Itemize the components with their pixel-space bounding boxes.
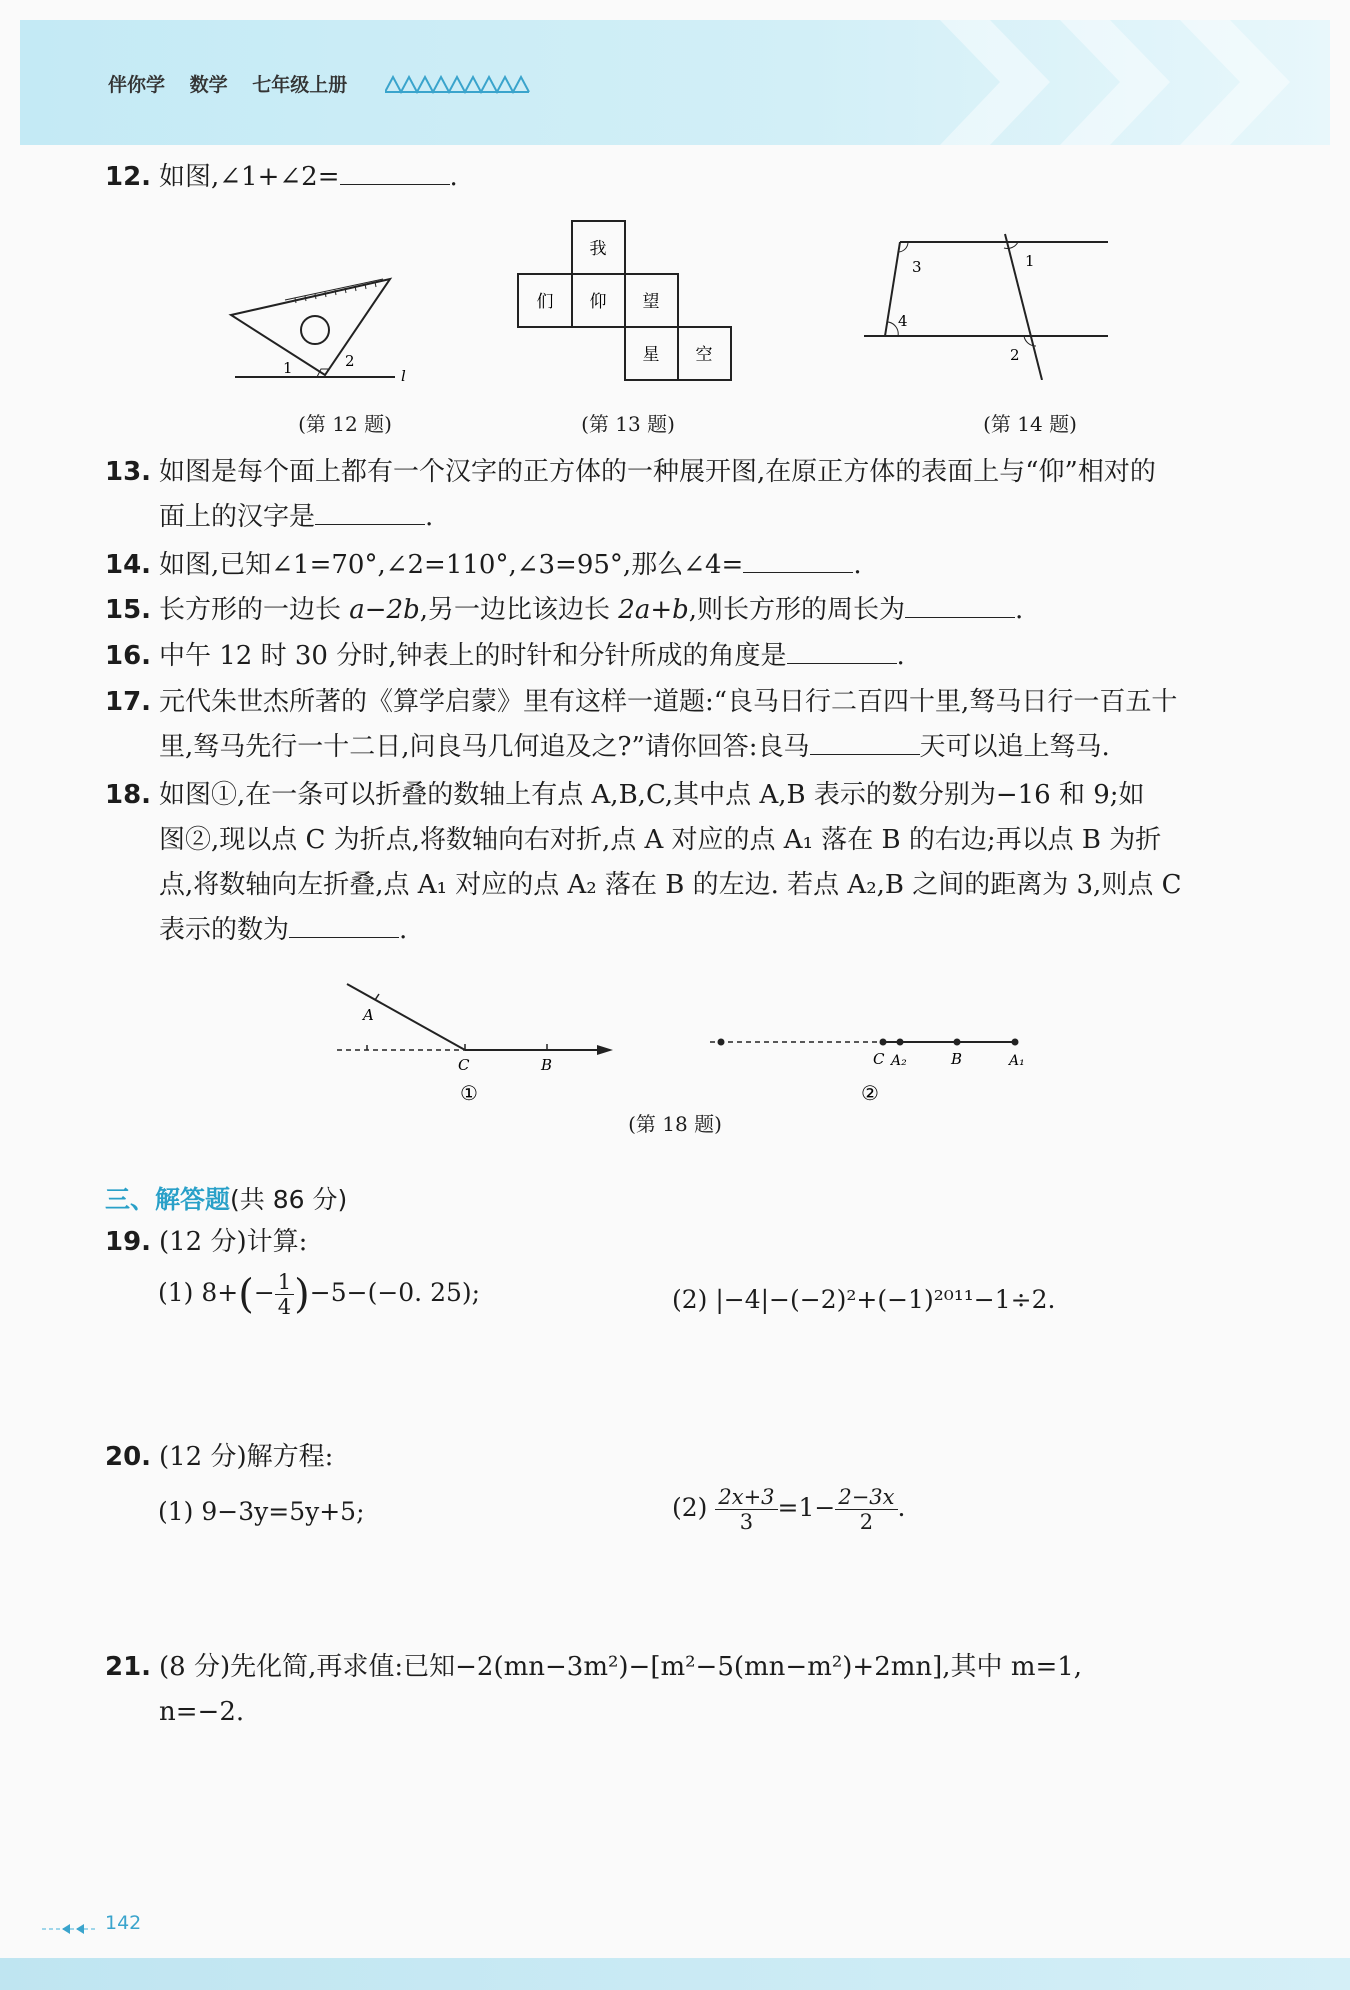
answer-blank[interactable] xyxy=(905,595,1015,618)
punct: . xyxy=(1015,595,1024,625)
question-text: (8 分)先化简,再求值:已知−2(mn−3m²)−[m²−5(mn−m²)+2mn],其中 m=1, xyxy=(159,1652,1083,1682)
net-cell-4: 望 xyxy=(642,292,660,312)
question-20-part-1: (1) 9−3y=5y+5; xyxy=(158,1497,365,1526)
section-title: 三、解答题 xyxy=(105,1185,231,1214)
subject-name: 数学 xyxy=(189,74,228,96)
answer-blank[interactable] xyxy=(810,732,920,755)
header-title xyxy=(108,70,365,97)
question-number: 18. xyxy=(105,780,152,810)
punct: . xyxy=(897,1493,906,1522)
angle-2-label: 2 xyxy=(1010,346,1020,364)
section-heading xyxy=(105,1180,347,1216)
fraction-2 xyxy=(835,1485,897,1534)
question-number: 20. xyxy=(105,1442,152,1472)
question-19 xyxy=(105,1220,1265,1265)
net-cell-3: 仰 xyxy=(589,292,607,312)
question-text-4: 表示的数为 xyxy=(159,915,290,945)
punct: . xyxy=(425,502,434,532)
angle-1-label: 1 xyxy=(283,359,293,377)
question-text-2: 面上的汉字是 xyxy=(159,502,316,532)
figure-12-caption: (第 12 题) xyxy=(298,412,392,436)
denominator: 4 xyxy=(277,1295,292,1319)
point-B-label: B xyxy=(541,1056,553,1074)
angle-2-label: 2 xyxy=(345,352,355,370)
numerator: 2−3x xyxy=(835,1485,897,1510)
point-C-label: C xyxy=(458,1056,470,1074)
question-text-2: 里,驽马先行一十二日,问良马几何追及之?”请你回答:良马 xyxy=(159,732,810,762)
answer-blank[interactable] xyxy=(787,641,897,664)
question-number: 17. xyxy=(105,687,152,717)
figure-13-caption: (第 13 题) xyxy=(581,412,675,436)
question-number: 14. xyxy=(105,550,152,580)
punct: . xyxy=(896,641,905,671)
punct: . xyxy=(449,162,458,192)
question-number: 21. xyxy=(105,1652,152,1682)
answer-blank[interactable] xyxy=(315,502,425,525)
answer-blank[interactable] xyxy=(340,162,450,185)
point-A1-label: A₁ xyxy=(1009,1053,1025,1069)
expr-part: −5−(−0. 25); xyxy=(309,1278,481,1307)
net-cell-1: 我 xyxy=(589,239,607,259)
point-A-label: A xyxy=(363,1006,374,1024)
page-arrow-icon xyxy=(40,1922,100,1936)
question-18 xyxy=(105,773,1265,953)
answer-blank[interactable] xyxy=(289,915,399,938)
numerator: 1 xyxy=(275,1270,294,1295)
question-number: 16. xyxy=(105,641,152,671)
punct: . xyxy=(399,915,408,945)
figure-mark-2: ② xyxy=(861,1081,879,1105)
line-l-label: l xyxy=(401,367,406,385)
question-title: (12 分)解方程: xyxy=(159,1442,334,1472)
question-title: (12 分)计算: xyxy=(159,1227,308,1257)
denominator: 2 xyxy=(859,1510,874,1534)
fraction-1 xyxy=(715,1485,777,1534)
point-A2-label: A₂ xyxy=(891,1053,907,1069)
question-19-part-1: (1) 8+(− $\frac{1}{4}$ )−5−(−0. 25); xyxy=(158,1270,481,1319)
denominator: 3 xyxy=(739,1510,754,1534)
expr-part: =1− xyxy=(777,1493,836,1522)
figure-14-caption: (第 14 题) xyxy=(983,412,1077,436)
grade-name: 七年级上册 xyxy=(252,74,348,96)
answer-blank[interactable] xyxy=(743,550,853,573)
section-score: (共 86 分) xyxy=(230,1185,348,1214)
net-cell-5: 星 xyxy=(642,345,660,365)
punct: . xyxy=(853,550,862,580)
header-triangles-icon xyxy=(385,74,535,94)
angle-4-label: 4 xyxy=(898,312,908,330)
question-text: 如图①,在一条可以折叠的数轴上有点 A,B,C,其中点 A,B 表示的数分别为−16 和 9;如 xyxy=(159,780,1145,810)
question-number: 13. xyxy=(105,457,152,487)
angle-3-label: 3 xyxy=(912,258,922,276)
question-15 xyxy=(105,588,1265,633)
question-number: 15. xyxy=(105,595,152,625)
question-16 xyxy=(105,634,1265,679)
question-text: 元代朱世杰所著的《算学启蒙》里有这样一道题:“良马日行二百四十里,驽马日行一百五十 xyxy=(159,687,1178,717)
page-number: 142 xyxy=(105,1912,142,1934)
question-21 xyxy=(105,1645,1265,1735)
question-text: 如图是每个面上都有一个汉字的正方体的一种展开图,在原正方体的表面上与“仰”相对的 xyxy=(159,457,1156,487)
question-19-part-2: (2) |−4|−(−2)²+(−1)²⁰¹¹−1÷2. xyxy=(672,1285,1056,1314)
net-cell-6: 空 xyxy=(695,345,713,365)
angle-1-label: 1 xyxy=(1025,252,1035,270)
question-text: 长方形的一边长 xyxy=(159,595,350,625)
question-text: 中午 12 时 30 分时,钟表上的时针和分针所成的角度是 xyxy=(159,641,787,671)
figure-mark-1: ① xyxy=(460,1081,478,1105)
question-text: ,则长方形的周长为 xyxy=(688,595,906,625)
question-12 xyxy=(105,155,1265,200)
question-14 xyxy=(105,543,1265,588)
question-number: 12. xyxy=(105,162,152,192)
net-cell-2: 们 xyxy=(536,292,554,312)
expr-part: (1) 8+ xyxy=(158,1278,239,1307)
figure-12-triangle-ruler xyxy=(225,265,440,390)
question-text: 如图,已知∠1=70°,∠2=110°,∠3=95°,那么∠4= xyxy=(159,550,744,580)
question-13 xyxy=(105,450,1265,540)
question-text: ,另一边比该边长 xyxy=(419,595,619,625)
expr-part: (2) xyxy=(672,1493,716,1522)
fraction xyxy=(275,1270,294,1319)
figure-18-number-lines xyxy=(325,970,1045,1120)
question-text: 如图,∠1+∠2= xyxy=(159,162,340,192)
question-20-part-2 xyxy=(672,1485,905,1534)
expression: 2a+b xyxy=(618,595,689,625)
expression: a−2b xyxy=(349,595,420,625)
point-C2-label: C xyxy=(873,1050,885,1068)
question-17 xyxy=(105,680,1265,770)
footer-band xyxy=(0,1958,1350,1990)
question-text-2: n=−2. xyxy=(159,1697,245,1727)
question-20 xyxy=(105,1435,1265,1480)
question-text-3: 天可以追上驽马. xyxy=(919,732,1110,762)
question-text-2: 图②,现以点 C 为折点,将数轴向右对折,点 A 对应的点 A₁ 落在 B 的右边;再以点 B 为折 xyxy=(159,825,1162,855)
figure-13-cube-net xyxy=(515,218,735,383)
figure-14-parallel-lines xyxy=(860,230,1120,380)
header-chevrons xyxy=(940,20,1330,145)
book-name: 伴你学 xyxy=(108,74,166,96)
question-text-3: 点,将数轴向左折叠,点 A₁ 对应的点 A₂ 落在 B 的左边. 若点 A₂,B 之间的距离为 3,则点 C xyxy=(159,870,1182,900)
numerator: 2x+3 xyxy=(715,1485,777,1510)
question-number: 19. xyxy=(105,1227,152,1257)
point-B2-label: B xyxy=(951,1050,963,1068)
figure-18-caption: (第 18 题) xyxy=(628,1112,722,1136)
